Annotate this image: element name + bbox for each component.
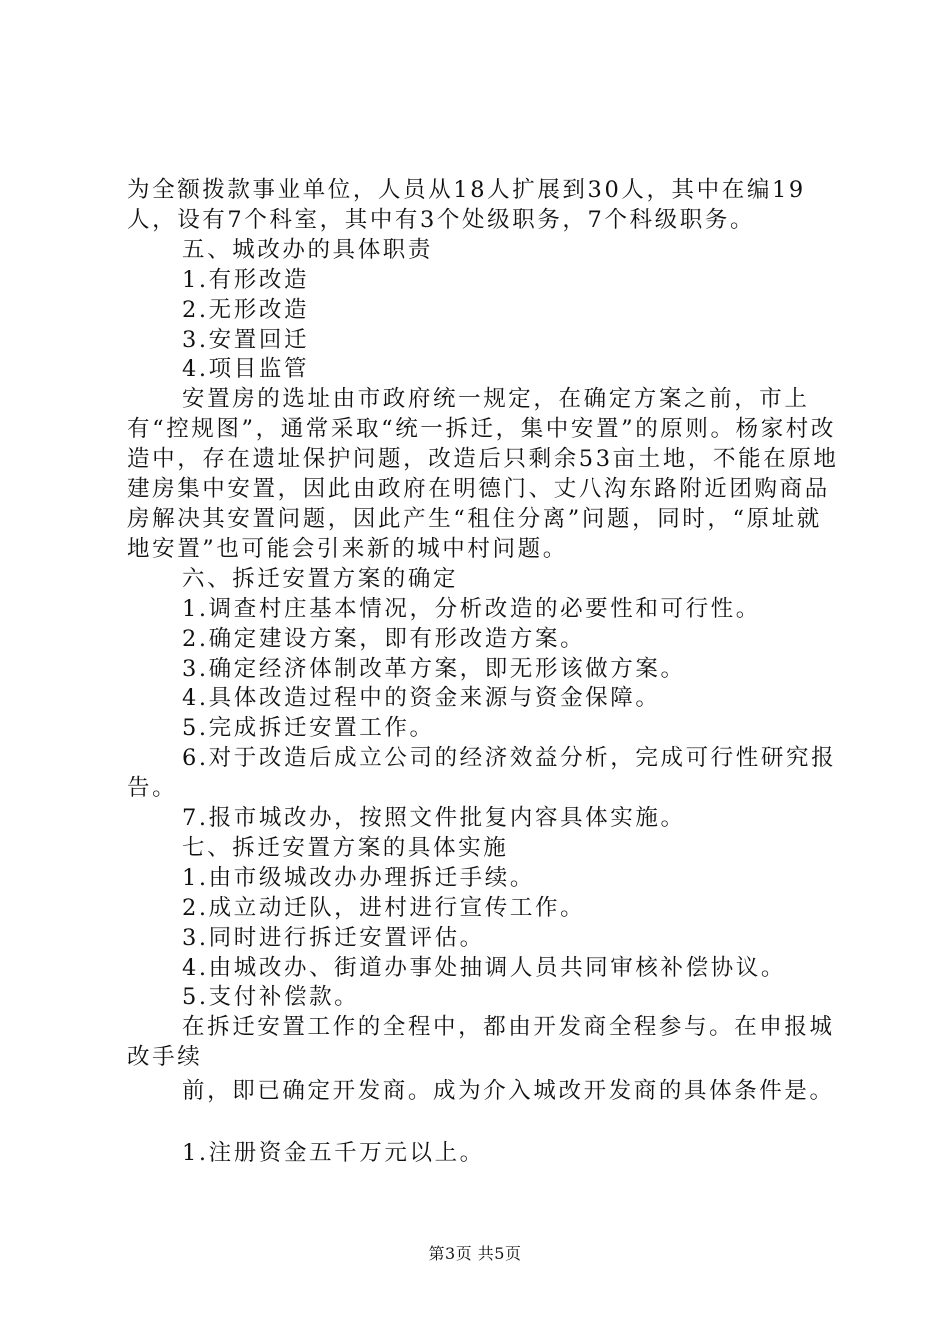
paragraph: 在拆迁安置工作的全程中，都由开发商全程参与。在申报城改手续 xyxy=(127,1014,835,1071)
list-item: 3.同时进行拆迁安置评估。 xyxy=(182,924,485,951)
list-item: 1.调查村庄基本情况，分析改造的必要性和可行性。 xyxy=(182,595,761,622)
list-item: 2.无形改造 xyxy=(182,296,310,323)
list-item: 4.具体改造过程中的资金来源与资金保障。 xyxy=(182,685,661,712)
section-heading: 七、拆迁安置方案的具体实施 xyxy=(182,834,509,861)
list-item: 5.完成拆迁安置工作。 xyxy=(182,715,435,742)
page-footer: 第3页 共5页 xyxy=(428,1244,522,1263)
list-item: 6.对于改造后成立公司的经济效益分析，完成可行性研究报告。 xyxy=(127,745,837,802)
list-item: 2.成立动迁队，进村进行宣传工作。 xyxy=(182,894,586,921)
list-item: 4.由城改办、街道办事处抽调人员共同审核补偿协议。 xyxy=(182,954,786,981)
list-item: 5.支付补偿款。 xyxy=(182,984,360,1011)
paragraph: 前，即已确定开发商。成为介入城改开发商的具体条件是。 xyxy=(182,1078,835,1105)
list-item: 1.注册资金五千万元以上。 xyxy=(182,1140,485,1167)
list-item: 3.确定经济体制改革方案，即无形该做方案。 xyxy=(182,655,686,682)
paragraph: 安置房的选址由市政府统一规定，在确定方案之前，市上有“控规图”，通常采取“统一拆迁，集中安置”的原则。杨家村改造中，存在遗址保护问题，改造后只剩余53亩土地，不能在原地建房集中安置，因此由政府在明德门、丈八沟东路附近团购商品房解决其安置问题，因此产生“租住分离”问题，同时，“原址就地安置”也可能会引来新的城中村问题。 xyxy=(127,386,839,562)
list-item: 4.项目监管 xyxy=(182,356,310,383)
list-item: 2.确定建设方案，即有形改造方案。 xyxy=(182,625,586,652)
section-heading: 五、城改办的具体职责 xyxy=(182,236,434,263)
list-item: 7.报市城改办，按照文件批复内容具体实施。 xyxy=(182,805,686,832)
document-body xyxy=(127,176,842,1169)
paragraph: 为全额拨款事业单位，人员从18人扩展到30人，其中在编19人，设有7个科室，其中有3个处级职务，7个科级职务。 xyxy=(127,177,806,233)
section-heading: 六、拆迁安置方案的确定 xyxy=(182,565,459,592)
list-item: 1.有形改造 xyxy=(182,266,310,293)
list-item: 1.由市级城改办办理拆迁手续。 xyxy=(182,864,535,891)
list-item: 3.安置回迁 xyxy=(182,326,310,353)
